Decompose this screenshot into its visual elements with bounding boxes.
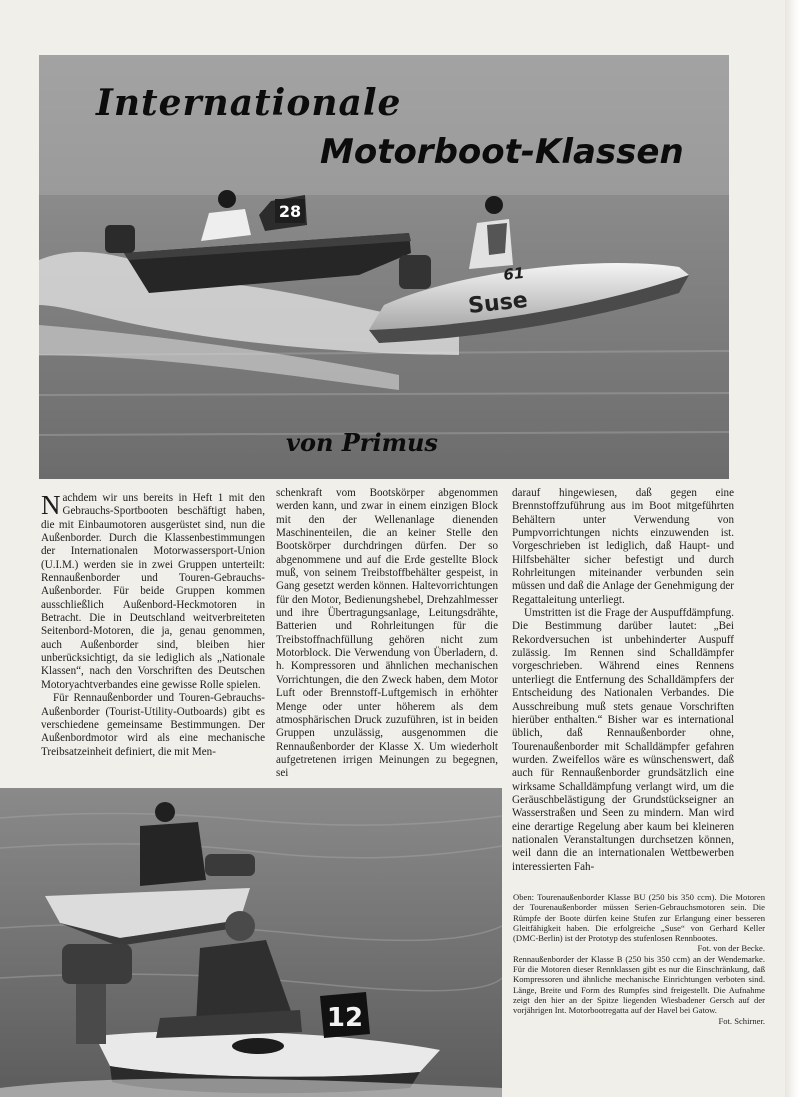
page-edge (785, 0, 799, 1097)
article-paragraph: Für Rennaußenborder und Touren-Gebrauchs-Außenborder (Tourist-Utility-Outboards) gibt es verschiedene gemeinsame Bestimmungen. Der Außenbordmotor wird als eine mechanische Treibsatzeinheit definiert, die mit Men- (41, 692, 265, 758)
drop-cap: N (41, 490, 61, 520)
boat-suse-name: Suse (467, 287, 529, 319)
boat-28-number: 28 (278, 202, 302, 221)
article-paragraph: schenkraft vom Bootskörper abgenommen werden kann, und zwar in einem einzigen Block mit den der Wellenanlage dienenden Maschinenteilen, die an keiner Stelle den Bootskörper durchdringen dürfen. Der so abgenommene und auf die Erde gestellte Block muß, von seinem Treibstoffbehälter gespeist, in Gang gesetzt werden können. Haltevorrichtungen für den Motor, Bedienungshebel, Drehzahlmesser und ihre Übertragungsanlage, Leitungsdrähte, Batterien und Rohrleitungen für die Treibstoffnachfüllung gehören nicht zum Motorblock. Die Verwendung von Überladern, d. h. Kompressoren und ähnlichen mechanischen Vorrichtungen, die den Zweck haben, dem Motor Luft oder Brennstoff-Luftgemisch in erhöhter Menge oder unter höherem als dem atmosphärischen Druck zuzuführen, ist in beiden Gruppen unzulässig, ausgenommen die Rennaußenborder der Klasse X. Um wiederholt aufgetretenen irrigen Meinungen zu begegnen, sei (276, 487, 498, 780)
caption-bottom: Rennaußenborder der Klasse B (250 bis 350 ccm) an der Wendemarke. Für die Motoren dieser Rennklassen gibt es nur die Einschränkung, daß Kompressoren und ähnliche mechanische Einrichtungen verboten sind. Länge, Breite und Form des Rumpfes sind freigestellt. Die Aufnahme zeigt den hier an der Spitze liegenden Wiesbadener Gersch auf der vorjährigen Int. Motorbootregatta auf der Havel bei Gatow. (513, 953, 765, 1016)
article-paragraph (41, 492, 265, 692)
caption-top: Oben: Tourenaußenborder Klasse BU (250 bis 350 ccm). Die Motoren der Tourenaußenborder müssen Serien-Gebrauchsmotoren sein. Die Rümpfe der Boote dürfen keine Stufen zur Erlangung einer besseren Gleitfähigkeit haben. Die erfolgreiche „Suse“ von Gerhard Keller (DMC-Berlin) ist der Prototyp des stufenlosen Rennbootes. (513, 892, 765, 944)
boat-12-number: 12 (326, 1003, 364, 1033)
boat-61-number: 61 (502, 263, 526, 284)
paragraph-text: achdem wir uns bereits in Heft 1 mit den Gebrauchs-Sportbooten beschäftigt haben, die mit Einbaumotoren ausgerüstet sind, nun die Außenborder. Durch die Klassenbestimmungen der Internationalen Motorwassersport-Union (U.I.M.) werden sie in zwei Gruppen unterteilt: Rennaußenborder und Touren-Gebrauchs-Außenborder. Für beide Gruppen kommen ausschließlich Außenbord-Heckmotoren in Betracht. Die in Deutschland weitverbreiteten Seitenbord-Motoren, die ja, genau genommen, auch Außenborder sind, bleiben hier unberücksichtigt, da sie lediglich als „Nationale Klassen“, nach den Vorschriften des Deutschen Motoryachtverbandes eine gewisse Rolle spielen. (41, 492, 265, 691)
article-column-3 (512, 487, 734, 874)
article-column-2 (276, 487, 498, 781)
caption-bottom-credit: Fot. Schirner. (718, 1015, 765, 1026)
byline: von Primus (286, 428, 438, 457)
caption-top-credit: Fot. von der Becke. (697, 943, 765, 954)
photo-caption (513, 892, 765, 1026)
bottom-photo-race-boat-12 (0, 788, 502, 1097)
article-column-1 (41, 492, 265, 759)
article-paragraph: darauf hingewiesen, daß gegen eine Brennstoffzuführung aus im Boot mitgeführten Behältern unter Verwendung von Pumpvorrichtungen nichts einzuwenden ist. Vorgeschrieben ist lediglich, daß Haupt- und Hilfsbehälter sicher befestigt und durch Rohrleitungen miteinander verbunden sein müssen und daß die Anlage der Genehmigung der Regattaleitung unterliegt. (512, 487, 734, 606)
article-paragraph: Umstritten ist die Frage der Auspuffdämpfung. Die Bestimmung darüber lautet: „Bei Rekordversuchen ist unbehinderter Auspuff zulässig. Im Rennen sind Schalldämpfer vorgeschrieben. Während eines Rennens unterliegt die Entfernung des Schalldämpfers der Entscheidung des Nationalen Verbandes. Die Ausschreibung muß stets genaue Vorschriften hierüber enthalten.“ Bisher war es international üblich, daß Rennaußenborder ohne, Tourenaußenborder mit Schalldämpfer gefahren wurden. Zweifellos wäre es wünschenswert, daß auch für Rennaußenborder grundsätzlich eine wirksame Schalldämpfung verlangt wird, um die Geräuschbelästigung der Grundstückseigner an Wasserstraßen und Seen zu mindern. Man wird eine derartige Regelung aber kaum bei kleineren nationalen Veranstaltungen durchsetzen können, weil dann die an internationalen Wettbewerben interessierten Fah- (512, 607, 734, 873)
title-line-1: Internationale (96, 82, 402, 124)
title-line-2: Motorboot-Klassen (320, 132, 684, 172)
